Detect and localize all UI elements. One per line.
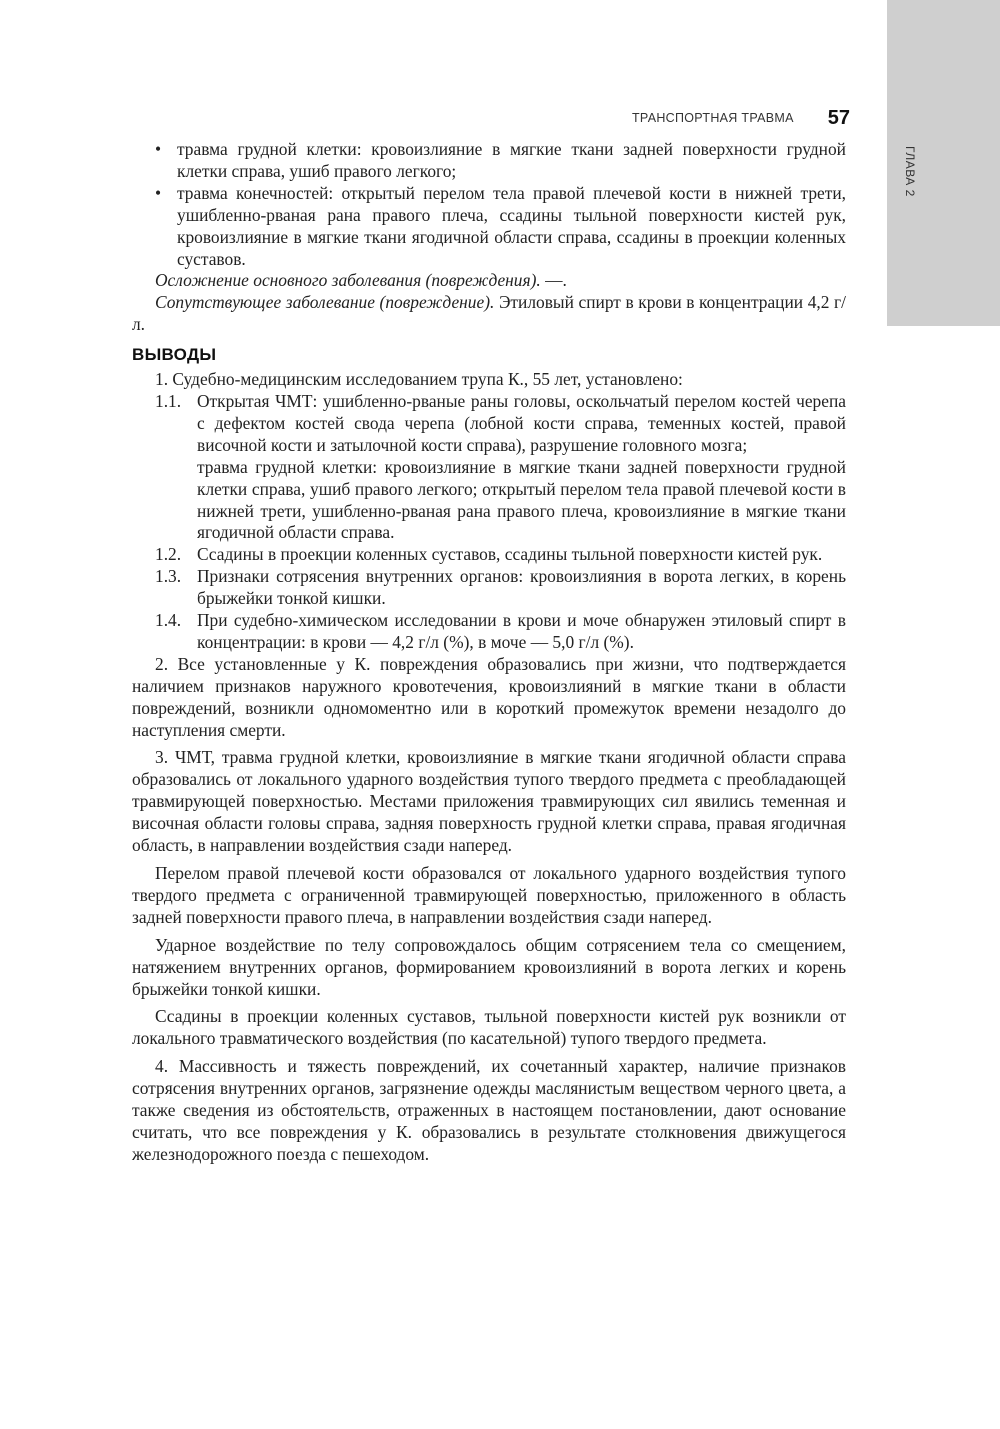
bullet-item-limbs: • травма конечностей: открытый перелом тела правой плечевой кости в нижней трети, ушибленно-рваная рана правого плеча, ссадины тыльной поверхности кистей рук, кровоизлияние в мягкие ткани ягодичной области справа, ссадины в проекции коленных суставов. xyxy=(132,183,846,271)
page-number: 57 xyxy=(827,106,850,129)
item-number: 1.2. xyxy=(155,544,182,565)
conclusion-item-1-4 xyxy=(132,610,846,654)
running-header xyxy=(560,104,850,132)
complication-line xyxy=(132,270,846,292)
injury-bullet-list xyxy=(132,139,846,270)
running-title: ТРАНСПОРТНАЯ ТРАВМА xyxy=(631,111,794,125)
conclusion-paragraph-abrasions: Ссадины в проекции коленных суставов, тыльной поверхности кистей рук возникли от локального травматического воздействия (по касательной) тупого твердого предмета. xyxy=(132,1006,846,1049)
concomitant-value: Этиловый спирт в крови в концентрации 4,2 г/л. xyxy=(132,292,846,335)
concomitant-line xyxy=(132,292,846,336)
item-number: 1.3. xyxy=(155,566,182,587)
conclusions-heading: ВЫВОДЫ xyxy=(132,345,217,365)
conclusion-paragraph-2: 2. Все установленные у К. повреждения образовались при жизни, что подтверждается наличием признаков наружного кровотечения, кровоизлияний в мягкие ткани в области повреждений, возникли одномоментно или в короткий промежуток времени незадолго до наступления смерти. xyxy=(132,653,846,740)
item-number: 1.4. xyxy=(155,610,182,631)
conclusion-paragraph-4: 4. Массивность и тяжесть повреждений, их сочетанный характер, наличие признаков сотрясения внутренних органов, загрязнение одежды маслянистым веществом черного цвета, а также сведения из обстоятельств, отраженных в настоящем постановлении, дают основание считать, что все повреждения у К. образовались в результате столкновения движущегося железнодорожного поезда с пешеходом. xyxy=(132,1056,846,1164)
bullet-item-chest: • травма грудной клетки: кровоизлияние в мягкие ткани задней поверхности грудной клетки справа, ушиб правого легкого; xyxy=(132,139,846,183)
conclusion-item-1-2 xyxy=(132,544,846,566)
item-text: При судебно-химическом исследовании в крови и моче обнаружен этиловый спирт в концентрации: в крови — 4,2 г/л (%), в моче — 5,0 г/л (%). xyxy=(197,610,846,652)
conclusion-item-1-1 xyxy=(132,391,846,457)
conclusion-paragraph-concussion: Ударное воздействие по телу сопровождалось общим сотрясением тела со смещением, натяжением внутренних органов, формированием кровоизлияний в ворота легких и корень брыжейки тонкой кишки. xyxy=(132,934,846,999)
chapter-tab-label: ГЛАВА 2 xyxy=(903,146,917,197)
conclusion-paragraph-humerus: Перелом правой плечевой кости образовался от локального ударного воздействия тупого твердого предмета с ограниченной травмирующей поверхностью, приложенного в область задней поверхности правого плеча, в направлении воздействия сзади наперед. xyxy=(132,863,846,927)
conclusions-intro: 1. Судебно-медицинским исследованием трупа К., 55 лет, установлено: xyxy=(155,369,683,390)
conclusion-paragraph-3: 3. ЧМТ, травма грудной клетки, кровоизлияние в мягкие ткани ягодичной области справа образовались от локального ударного воздействия тупого твердого предмета с преобладающей травмирующей поверхностью. Местами приложения травмирующих сил явились теменная и височная области головы справа, задняя поверхность грудной клетки справа, правая ягодичная область, в направлении воздействия сзади наперед. xyxy=(132,747,846,856)
complication-value: —. xyxy=(540,270,567,291)
item-number: 1.1. xyxy=(155,390,182,411)
concomitant-label: Сопутствующее заболевание (повреждение). xyxy=(155,292,495,313)
item-text: Ссадины в проекции коленных суставов, ссадины тыльной поверхности кистей рук. xyxy=(197,544,823,565)
page-body xyxy=(132,139,846,1166)
item-text: Признаки сотрясения внутренних органов: кровоизлияния в ворота легких, в корень брыжейки тонкой кишки. xyxy=(197,566,846,609)
conclusion-item-1-1-continuation: травма грудной клетки: кровоизлияние в мягкие ткани задней поверхности грудной клетки справа, ушиб правого легкого; открытый перелом тела правой плечевой кости в нижней трети, ушибленно-рваная рана правого плеча, кровоизлияние в мягкие ткани ягодичной области справа. xyxy=(197,456,846,543)
complication-label: Осложнение основного заболевания (повреждения). xyxy=(155,270,541,291)
conclusion-item-1-3 xyxy=(132,566,846,610)
item-text: Открытая ЧМТ: ушибленно-рваные раны головы, оскольчатый перелом костей черепа с дефектом костей свода черепа (лобной кости справа, теменных костей, правой височной кости и затылочной кости справа), разрушение головного мозга; xyxy=(197,390,846,455)
